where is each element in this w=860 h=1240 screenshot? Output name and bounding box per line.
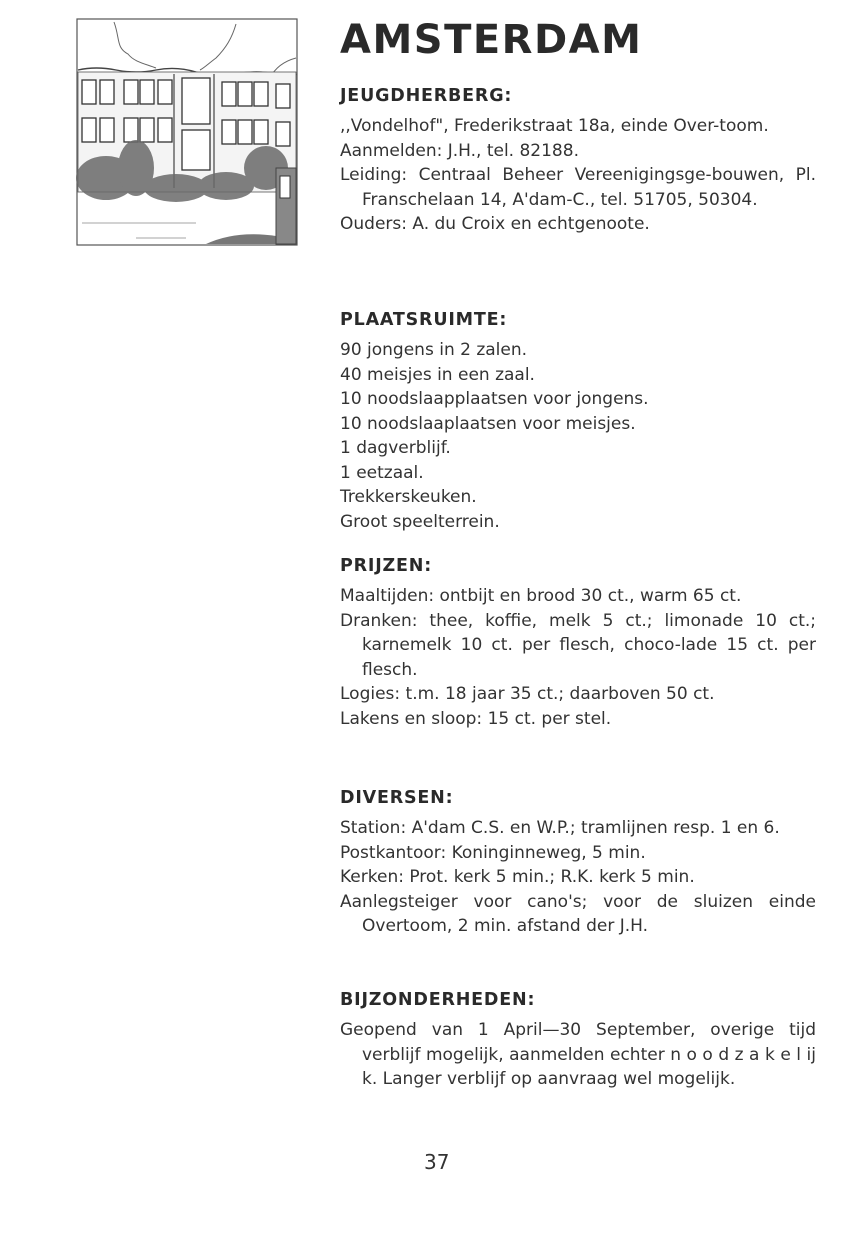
section-prijzen <box>340 554 816 731</box>
capacity-entry: 10 noodslaapplaatsen voor jongens. <box>340 389 649 409</box>
section-heading: DIVERSEN: <box>340 788 454 808</box>
capacity-entry: 90 jongens in 2 zalen. <box>340 340 528 360</box>
registration-entry: Aanmelden: J.H., tel. 82188. <box>340 140 579 161</box>
section-heading: JEUGDHERBERG: <box>340 86 513 106</box>
capacity-entry: 1 dagverblijf. <box>340 438 451 458</box>
price-entry: Logies: t.m. 18 jaar 35 ct.; daarboven 50 ct. <box>340 684 715 704</box>
details-entry: Geopend van 1 April—30 September, overige tijd verblijf mogelijk, aanmelden echter n o o d z a k e l ij k. Langer verblijf op aanvraag wel mogelijk. <box>340 1020 816 1089</box>
wardens-entry: Ouders: A. du Croix en echtgenoote. <box>340 214 650 234</box>
youth-hostel-building-illustration <box>76 18 298 246</box>
section-plaatsruimte <box>340 308 816 534</box>
page-title: AMSTERDAM <box>340 17 643 63</box>
capacity-entry: Groot speelterrein. <box>340 511 500 532</box>
capacity-entry: Trekkerskeuken. <box>340 487 477 507</box>
management-entry: Leiding: Centraal Beheer Vereenigingsge-bouwen, Pl. Franschelaan 14, A'dam-C., tel. 51705, 50304. <box>340 165 816 210</box>
capacity-entry: 40 meisjes in een zaal. <box>340 364 535 385</box>
section-bijzonderheden <box>340 988 816 1092</box>
page-number: 37 <box>424 1150 450 1174</box>
price-entry: Maaltijden: ontbijt en brood 30 ct., warm 65 ct. <box>340 586 742 606</box>
address-entry: ,,Vondelhof", Frederikstraat 18a, einde Over-toom. <box>340 116 769 136</box>
price-entry: Dranken: thee, koffie, melk 5 ct.; limonade 10 ct.; karnemelk 10 ct. per flesch, choco-lade 15 ct. per flesch. <box>340 610 816 680</box>
section-heading: BIJZONDERHEDEN: <box>340 990 536 1010</box>
capacity-entry: 10 noodslaaplaatsen voor meisjes. <box>340 413 636 434</box>
section-heading: PLAATSRUIMTE: <box>340 310 508 330</box>
price-entry: Lakens en sloop: 15 ct. per stel. <box>340 708 612 729</box>
section-heading: PRIJZEN: <box>340 556 433 576</box>
misc-entry: Kerken: Prot. kerk 5 min.; R.K. kerk 5 min. <box>340 867 695 887</box>
misc-entry: Station: A'dam C.S. en W.P.; tramlijnen resp. 1 en 6. <box>340 818 780 838</box>
section-jeugdherberg <box>340 84 816 237</box>
misc-entry: Postkantoor: Koninginneweg, 5 min. <box>340 842 646 863</box>
capacity-entry: 1 eetzaal. <box>340 462 424 483</box>
section-diversen <box>340 786 816 939</box>
misc-entry: Aanlegsteiger voor cano's; voor de sluizen einde Overtoom, 2 min. afstand der J.H. <box>340 891 816 936</box>
